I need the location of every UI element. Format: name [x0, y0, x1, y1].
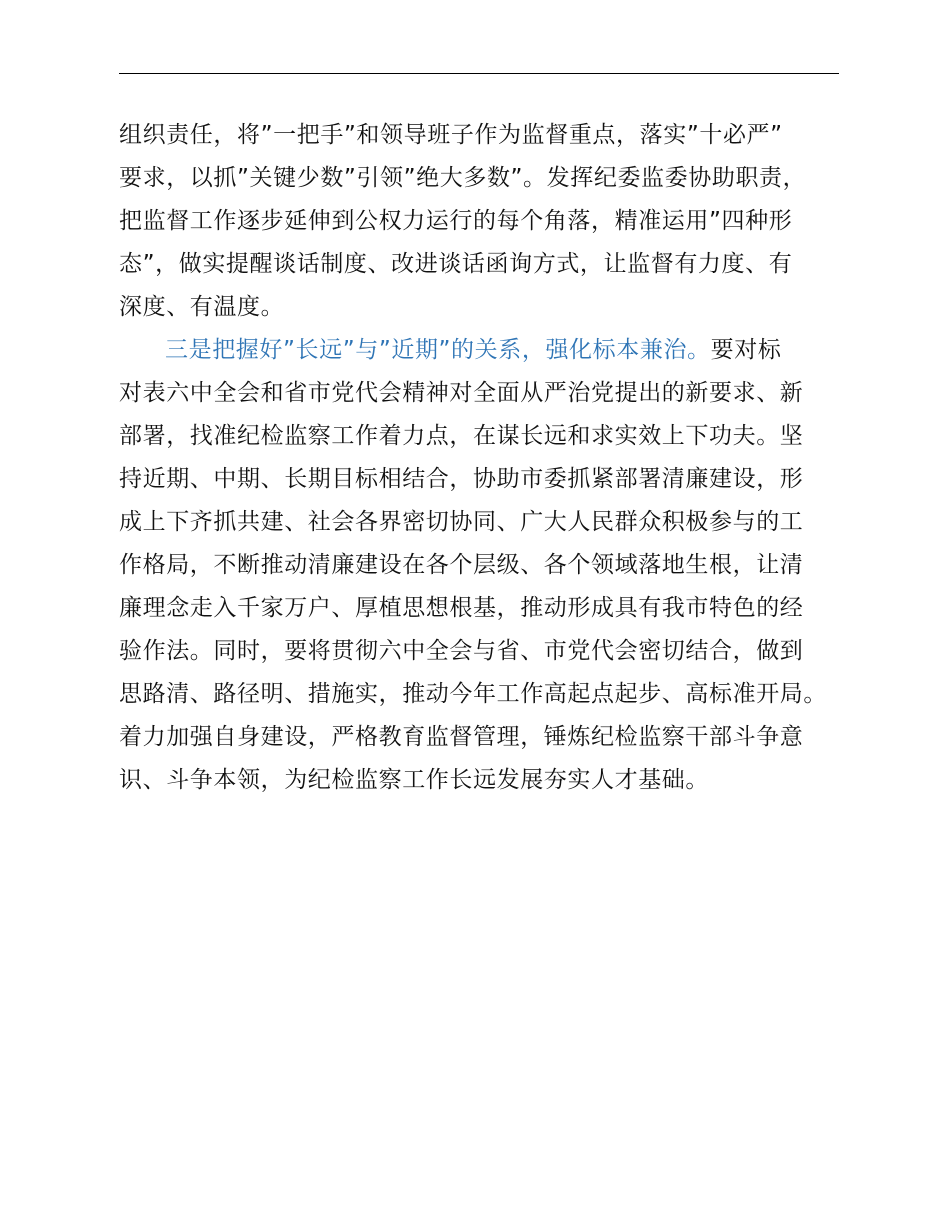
- paragraph-line: 组织责任，将”一把手”和领导班子作为监督重点，落实”十必严”: [119, 122, 783, 148]
- paragraph-1: [119, 114, 843, 329]
- paragraph-line: 部署，找准纪检监察工作着力点，在谋长远和求实效上下功夫。坚: [119, 423, 804, 449]
- section-heading: 三是把握好”长远”与”近期”的关系，强化标本兼治。: [165, 337, 711, 363]
- paragraph-line: 成上下齐抓共建、社会各界密切协同、广大人民群众积极参与的工: [119, 509, 804, 535]
- paragraph-line: 态”，做实提醒谈话制度、改进谈话函询方式，让监督有力度、有: [119, 251, 793, 277]
- paragraph-line-rest: 要对标: [710, 337, 782, 363]
- paragraph-line: 持近期、中期、长期目标相结合，协助市委抓紧部署清廉建设，形: [119, 466, 804, 492]
- paragraph-line: 把监督工作逐步延伸到公权力运行的每个角落，精准运用”四种形: [119, 208, 793, 234]
- paragraph-line: 着力加强自身建设，严格教育监督管理，锤炼纪检监察干部斗争意: [119, 724, 804, 750]
- paragraph-2: [119, 329, 843, 802]
- paragraph-line: 要求，以抓”关键少数”引领”绝大多数”。发挥纪委监委协助职责，: [119, 165, 807, 191]
- document-body: [119, 114, 843, 802]
- paragraph-line: 验作法。同时，要将贯彻六中全会与省、市党代会密切结合，做到: [119, 638, 804, 664]
- paragraph-line: 深度、有温度。: [119, 294, 285, 320]
- paragraph-line: 对表六中全会和省市党代会精神对全面从严治党提出的新要求、新: [119, 380, 804, 406]
- header-rule: [119, 73, 839, 74]
- paragraph-line: 廉理念走入千家万户、厚植思想根基，推动形成具有我市特色的经: [119, 595, 804, 621]
- paragraph-line: 作格局，不断推动清廉建设在各个层级、各个领域落地生根，让清: [119, 552, 804, 578]
- paragraph-line: 识、斗争本领，为纪检监察工作长远发展夯实人才基础。: [119, 767, 709, 793]
- paragraph-first-line: [119, 329, 843, 372]
- paragraph-line: 思路清、路径明、措施实，推动今年工作高起点起步、高标准开局。: [119, 681, 827, 707]
